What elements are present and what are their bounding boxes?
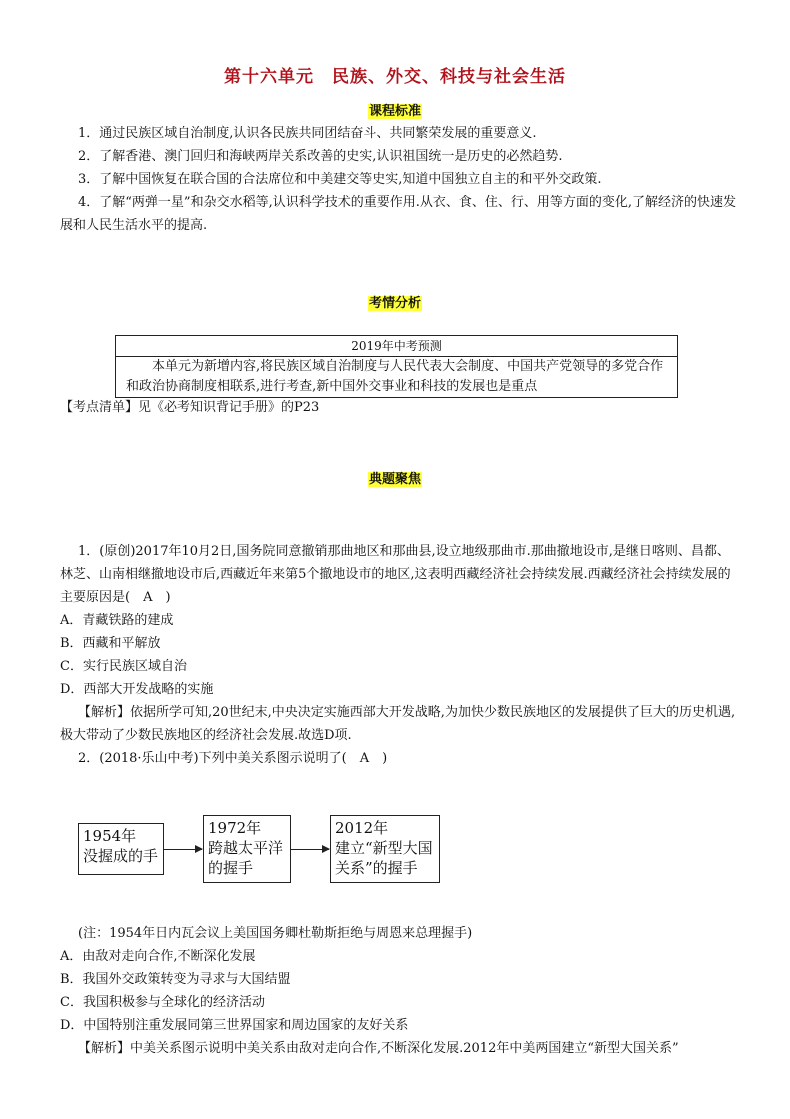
timeline-box-1972 xyxy=(203,815,291,883)
timeline-box-2012 xyxy=(330,815,440,883)
timeline-year: 1972年 xyxy=(208,819,262,837)
option: D．西部大开发战略的实施 xyxy=(60,682,214,697)
section-focus xyxy=(0,468,790,487)
question-2-note: (注：1954年日内瓦会议上美国国务卿杜勒斯拒绝与周恩来总理握手) xyxy=(78,926,473,941)
timeline-year: 1954年 xyxy=(83,827,137,845)
option: B．西藏和平解放 xyxy=(60,636,161,651)
arrow-icon xyxy=(291,849,329,850)
timeline-text: 没握成的手 xyxy=(83,847,159,865)
standard-item: 3．了解中国恢复在联合国的合法席位和中美建交等史实,知道中国独立自主的和平外交政策. xyxy=(78,172,602,187)
forecast-table-header: 2019年中考预测 xyxy=(116,336,677,357)
section-standard-label: 课程标准 xyxy=(368,104,421,119)
section-standard xyxy=(0,100,790,119)
option: D．中国特别注重发展同第三世界国家和周边国家的友好关系 xyxy=(60,1018,409,1033)
standard-item: 1．通过民族区域自治制度,认识各民族共同团结奋斗、共同繁荣发展的重要意义. xyxy=(78,126,537,141)
standard-item: 2．了解香港、澳门回归和海峡两岸关系改善的史实,认识祖国统一是历史的必然趋势. xyxy=(78,149,563,164)
option: A．由敌对走向合作,不断深化发展 xyxy=(60,949,256,964)
standard-item: 4．了解“两弹一星”和杂交水稻等,认识科学技术的重要作用.从衣、食、住、行、用等方面的变化,了解经济的快速发展和人民生活水平的提高. xyxy=(60,195,736,233)
arrow-icon xyxy=(164,849,202,850)
option: C．我国积极参与全球化的经济活动 xyxy=(60,995,265,1010)
option: A．青藏铁路的建成 xyxy=(60,613,174,628)
option: B．我国外交政策转变为寻求与大国结盟 xyxy=(60,972,291,987)
option: C．实行民族区域自治 xyxy=(60,659,187,674)
section-analysis xyxy=(0,292,790,311)
section-focus-label: 典题聚焦 xyxy=(368,472,421,487)
timeline-text: 跨越太平洋的握手 xyxy=(208,839,284,877)
section-analysis-label: 考情分析 xyxy=(368,296,421,311)
page-title: 第十六单元 民族、外交、科技与社会生活 xyxy=(224,67,566,87)
forecast-table-body: 本单元为新增内容,将民族区域自治制度与人民代表大会制度、中国共产党领导的多党合作和政治协商制度相联系,进行考查,新中国外交事业和科技的发展也是重点 xyxy=(126,359,664,394)
standards-list xyxy=(60,122,740,237)
forecast-table xyxy=(115,335,678,398)
timeline-year: 2012年 xyxy=(335,819,389,837)
question-1-stem: 1．(原创)2017年10月2日,国务院同意撤销那曲地区和那曲县,设立地级那曲市.那曲撤地设市,是继日喀则、昌都、林芝、山南相继撤地设市后,西藏近年来第5个撤地设市的地区,这表明西藏经济社会持续发展.西藏经济社会持续发展的主要原因是( A ) xyxy=(60,544,731,605)
checklist-note: 【考点清单】见《必考知识背记手册》的P23 xyxy=(60,400,320,415)
question-2-analysis: 【解析】中美关系图示说明中美关系由敌对走向合作,不断深化发展.2012年中美两国建立“新型大国关系” xyxy=(78,1041,679,1056)
question-1 xyxy=(60,540,740,770)
timeline-box-1954 xyxy=(78,823,164,875)
question-2-rest xyxy=(60,922,740,1060)
question-1-analysis: 【解析】依据所学可知,20世纪末,中央决定实施西部大开发战略,为加快少数民族地区的发展提供了巨大的历史机遇,极大带动了少数民族地区的经济社会发展.故选D项. xyxy=(60,705,736,743)
timeline-text: 建立“新型大国关系”的握手 xyxy=(335,839,433,877)
question-2-stem: 2．(2018·乐山中考)下列中美关系图示说明了( A ) xyxy=(78,751,388,766)
